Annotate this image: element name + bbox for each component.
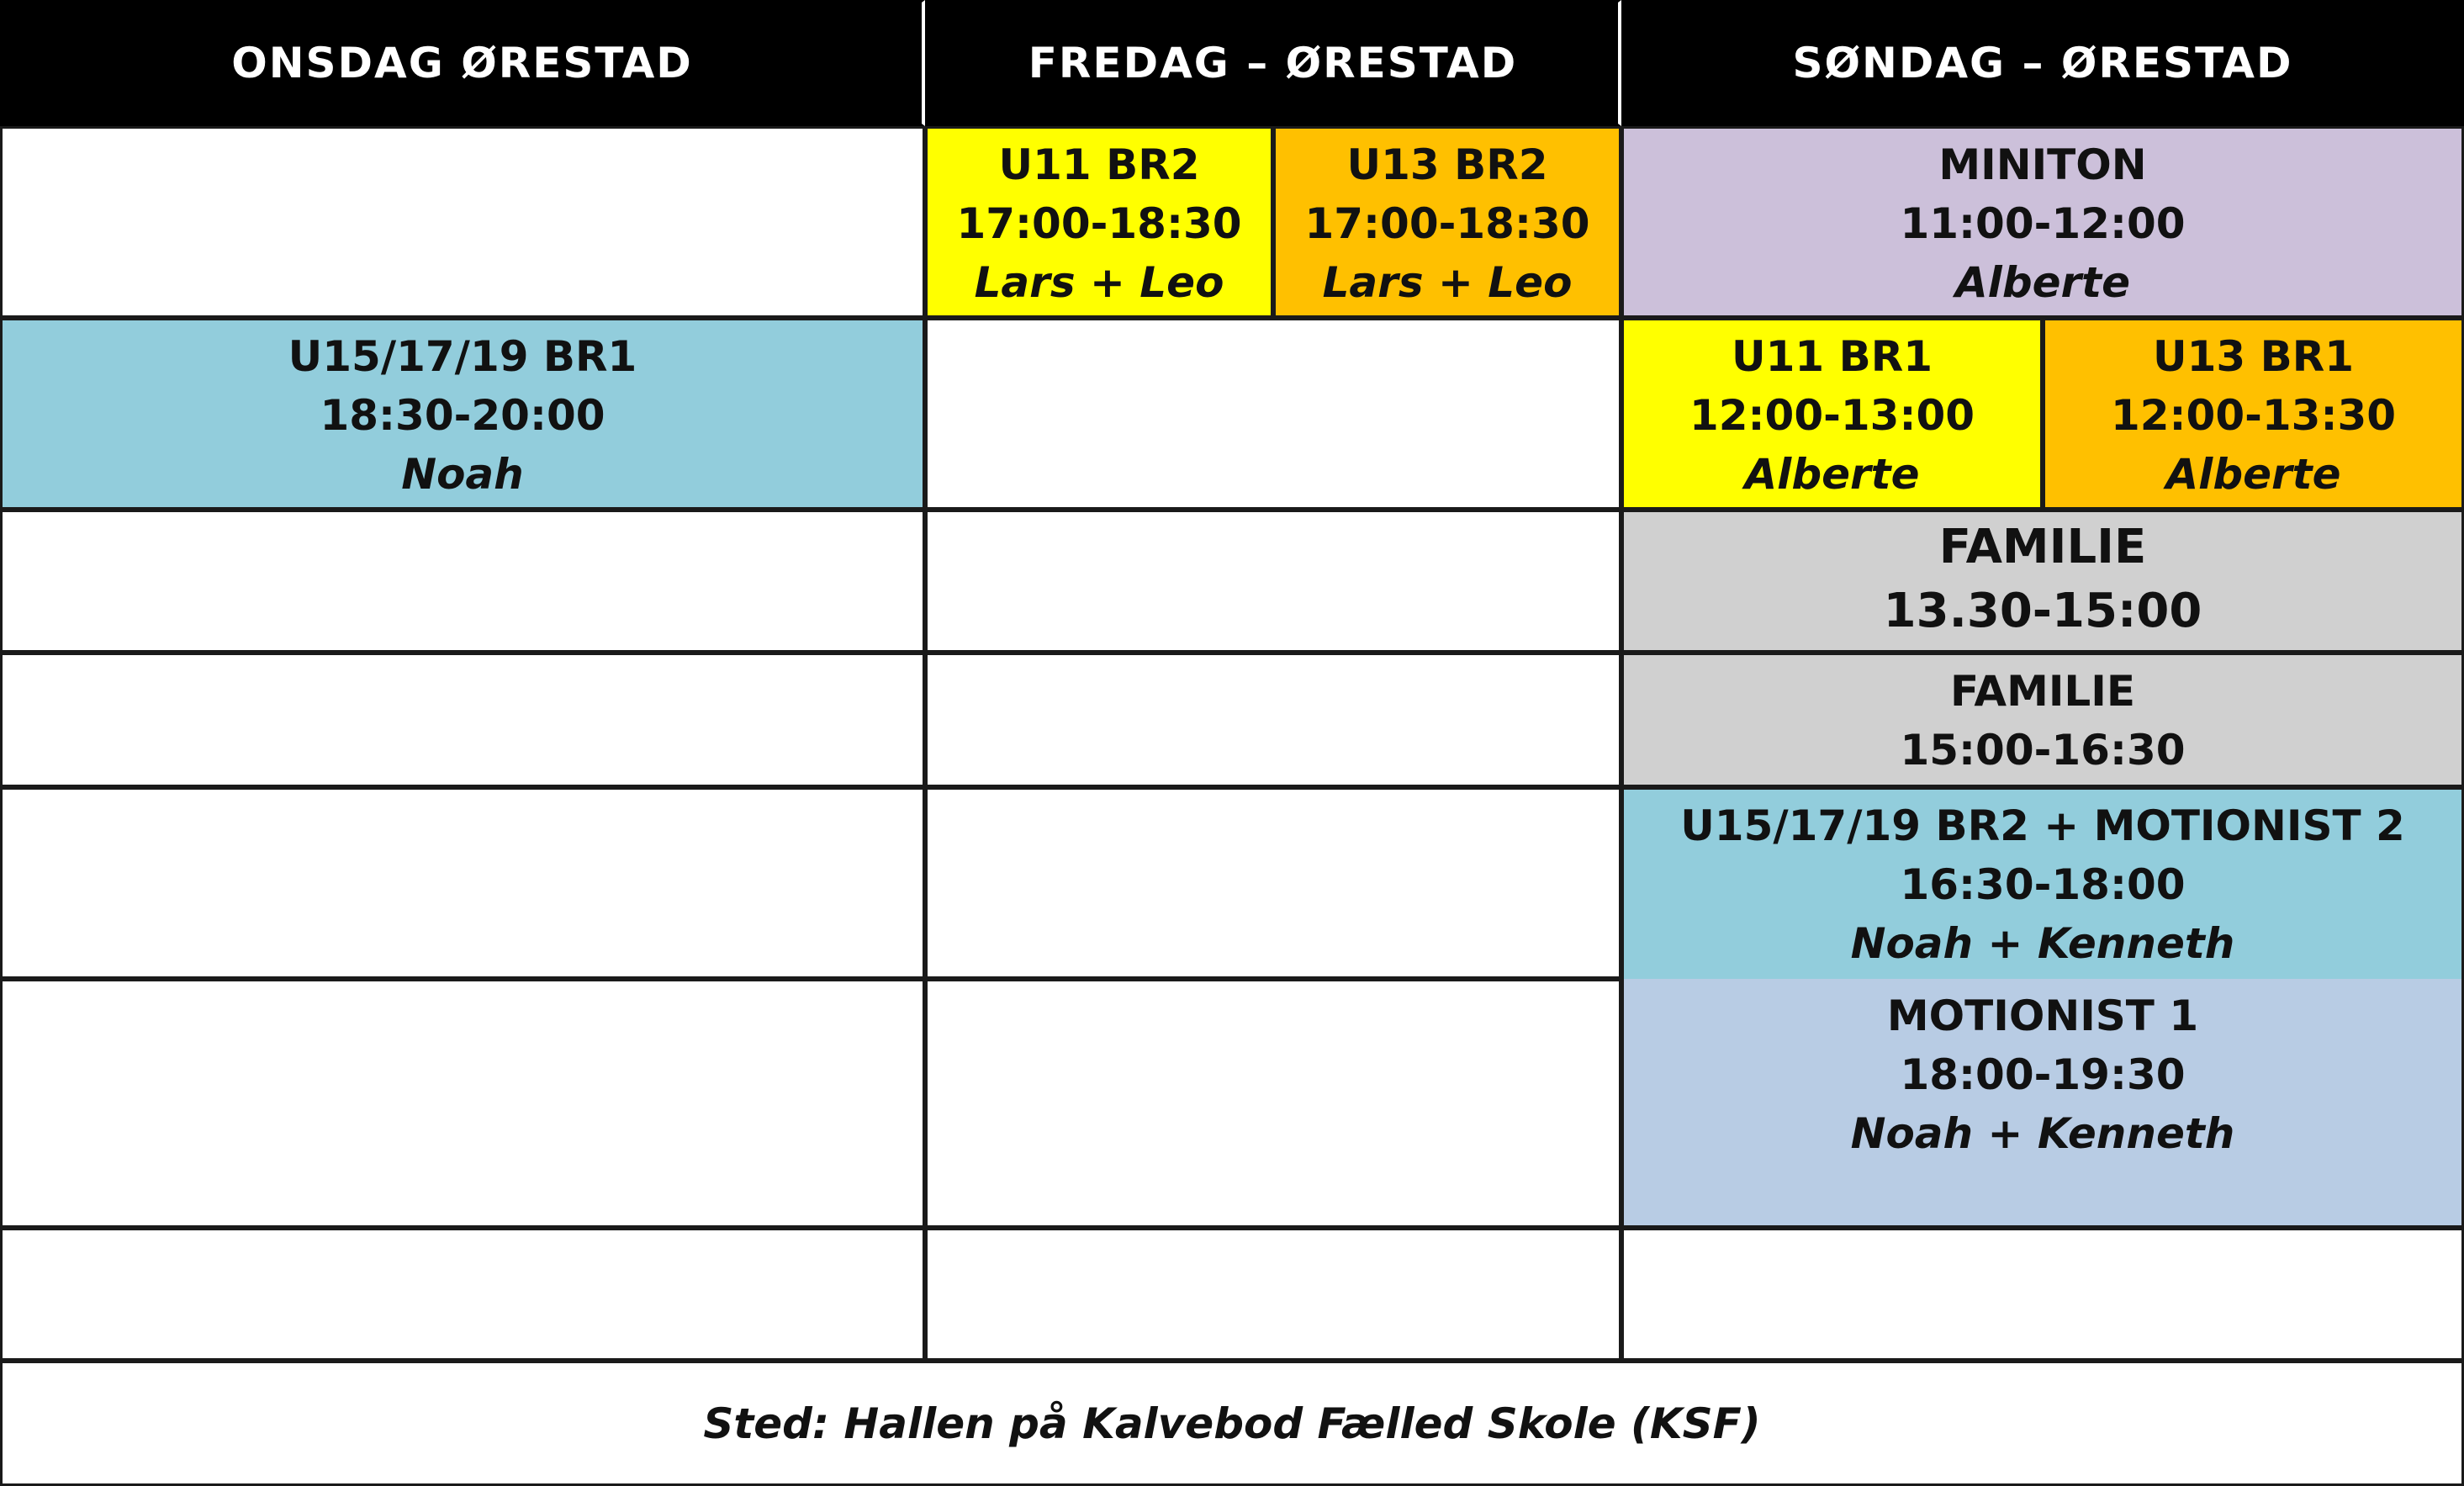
wed-u15-coach: Noah (401, 450, 524, 499)
sun-familie-2-title: FAMILIE (1949, 667, 2136, 716)
sun-u11-br1-block (1621, 318, 2043, 510)
wed-u15-time: 18:30-20:00 (320, 391, 605, 440)
sun-u15-time: 16:30-18:00 (1900, 860, 2186, 909)
fri-u13-br2-block (1273, 126, 1621, 318)
wed-slot-7 (0, 1228, 925, 1361)
sun-motionist-1-time: 18:00-19:30 (1900, 1050, 2186, 1099)
wed-slot-6 (0, 979, 925, 1228)
fri-slot-6 (925, 979, 1621, 1228)
sun-u13-time: 12:00-13:30 (2110, 391, 2397, 440)
sun-u11-coach: Alberte (1744, 450, 1920, 499)
fri-u13-time: 17:00-18:30 (1304, 199, 1590, 248)
sun-u13-coach: Alberte (2165, 450, 2341, 499)
sun-familie-1-time: 13.30-15:00 (1883, 584, 2202, 638)
fri-slot-4 (925, 653, 1621, 787)
sun-familie-2-block (1621, 653, 2464, 787)
sun-u15-coach: Noah + Kenneth (1850, 919, 2235, 968)
sun-u11-title: U11 BR1 (1732, 332, 1933, 381)
sun-motionist-1-title: MOTIONIST 1 (1886, 992, 2199, 1040)
sun-motionist-1-coach: Noah + Kenneth (1850, 1109, 2235, 1158)
header-sunday: SØNDAG – ØRESTAD (1621, 0, 2464, 126)
sun-u13-br1-block (2043, 318, 2464, 510)
wed-slot-3 (0, 510, 925, 653)
sun-miniton-time: 11:00-12:00 (1900, 199, 2186, 248)
fri-slot-3 (925, 510, 1621, 653)
fri-u11-br2-block (925, 126, 1273, 318)
wed-slot-4 (0, 653, 925, 787)
sun-familie-2-time: 15:00-16:30 (1900, 726, 2186, 775)
sun-u11-time: 12:00-13:00 (1689, 391, 1975, 440)
sun-familie-1-title: FAMILIE (1938, 520, 2147, 574)
sun-motionist-1-block (1621, 979, 2464, 1228)
wed-slot-5 (0, 787, 925, 979)
fri-u11-time: 17:00-18:30 (956, 199, 1242, 248)
fri-slot-2 (925, 318, 1621, 510)
fri-u11-coach: Lars + Leo (974, 258, 1224, 307)
fri-u13-title: U13 BR2 (1346, 140, 1548, 189)
fri-slot-5 (925, 787, 1621, 979)
sun-miniton-coach: Alberte (1954, 258, 2130, 307)
sun-slot-7 (1621, 1228, 2464, 1361)
sun-miniton-block (1621, 126, 2464, 318)
header-wednesday: ONSDAG ØRESTAD (0, 0, 925, 126)
wed-u15-br1-block (0, 318, 925, 510)
sun-miniton-title: MINITON (1938, 140, 2147, 189)
header-friday: FREDAG – ØRESTAD (925, 0, 1621, 126)
sun-u13-title: U13 BR1 (2153, 332, 2354, 381)
location-footer: Sted: Hallen på Kalvebod Fælled Skole (KSF) (0, 1361, 2464, 1486)
wed-slot-1 (0, 126, 925, 318)
sun-familie-1-block (1621, 510, 2464, 653)
sun-u15-br2-block (1621, 787, 2464, 979)
fri-slot-7 (925, 1228, 1621, 1361)
fri-u13-coach: Lars + Leo (1322, 258, 1573, 307)
fri-u11-title: U11 BR2 (998, 140, 1200, 189)
wed-u15-title: U15/17/19 BR1 (288, 332, 637, 381)
sun-u15-title: U15/17/19 BR2 + MOTIONIST 2 (1680, 801, 2405, 850)
